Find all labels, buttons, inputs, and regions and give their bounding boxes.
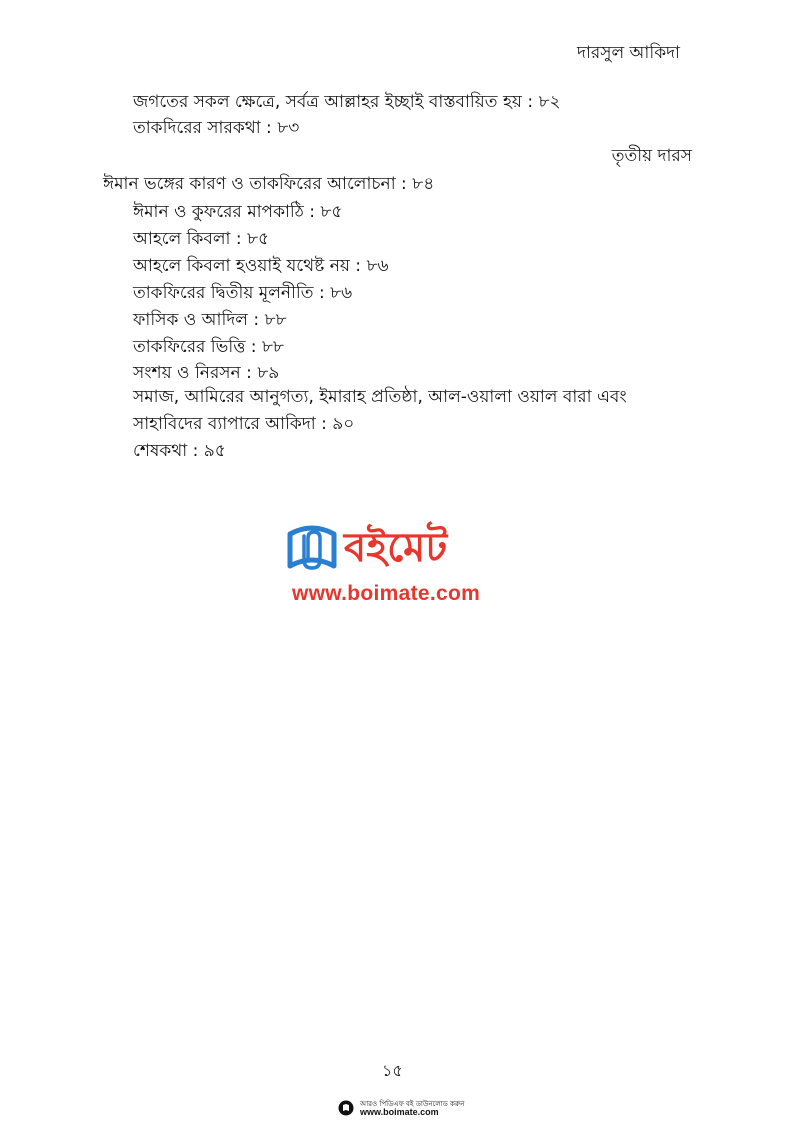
toc-entry: তাকফিরের ভিত্তি : ৮৮ bbox=[133, 337, 284, 357]
footer-url[interactable]: www.boimate.com bbox=[360, 1107, 439, 1117]
toc-entry: আহলে কিবলা হওয়াই যথেষ্ট নয় : ৮৬ bbox=[133, 256, 389, 276]
toc-entry: আহলে কিবলা : ৮৫ bbox=[133, 229, 270, 249]
toc-entry: সাহাবিদের ব্যাপারে আকিদা : ৯০ bbox=[133, 414, 355, 434]
page-number: ১৫ bbox=[382, 1061, 403, 1080]
watermark bbox=[282, 520, 522, 612]
toc-entry: তাকদিরের সারকথা : ৮৩ bbox=[133, 118, 300, 138]
toc-entry: সমাজ, আমিরের আনুগত্য, ইমারাহ প্রতিষ্ঠা, আল-ওয়ালা ওয়াল বারা এবং bbox=[133, 387, 627, 407]
toc-entry: তাকফিরের দ্বিতীয় মূলনীতি : ৮৬ bbox=[133, 283, 353, 303]
footer-badge[interactable] bbox=[338, 1098, 468, 1120]
watermark-url[interactable]: www.boimate.com bbox=[292, 582, 481, 605]
watermark-brand: বইমেট bbox=[344, 525, 448, 571]
toc-entry: ঈমান ও কুফরের মাপকাঠি : ৮৫ bbox=[133, 202, 343, 222]
section-heading: তৃতীয় দারস bbox=[611, 146, 692, 166]
toc-entry: সংশয় ও নিরসন : ৮৯ bbox=[133, 363, 280, 383]
book-clip-logo-icon bbox=[282, 520, 342, 578]
boimate-badge-icon bbox=[338, 1100, 354, 1116]
toc-entry: জগতের সকল ক্ষেত্রে, সর্বত্র আল্লাহর ইচ্ছাই বাস্তবায়িত হয় : ৮২ bbox=[133, 92, 561, 112]
running-head: দারসুল আকিদা bbox=[577, 43, 680, 63]
toc-entry: শেষকথা : ৯৫ bbox=[133, 441, 226, 461]
chapter-entry: ঈমান ভঙ্গের কারণ ও তাকফিরের আলোচনা : ৮৪ bbox=[103, 174, 435, 194]
toc-entry: ফাসিক ও আদিল : ৮৮ bbox=[133, 310, 287, 330]
footer-promo-text: আরও পিডিএফ বই ডাউনলোড করুন bbox=[360, 1100, 465, 1108]
